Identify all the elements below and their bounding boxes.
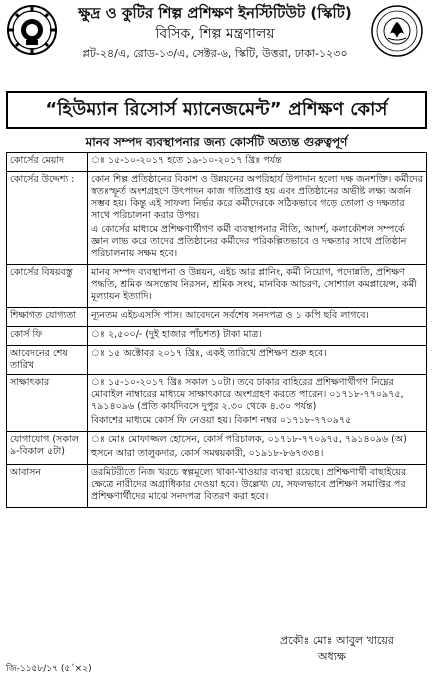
course-info-table [6,152,427,508]
row-value [88,327,427,346]
row-value-line: ন্যূনতম এইচএসসি পাস। আবেদনে সর্বশেষ সনদপত্র ও ১ কপি ছবি লাগবে। [91,310,369,321]
table-row [7,465,427,508]
row-value [88,346,427,375]
row-value-line: এ কোর্সের মাধ্যমে প্রশিক্ষণার্থীগণ কর্মী ব্যবস্থাপনার নীতি, আদর্শ, কলাকৌশল সম্পর্কে জ্ঞান লাভ করে তাদের প্রতিষ্ঠানের কর্মীদের পরিকল্পিতভাবে ও দক্ষতার সাথে প্রতিষ্ঠান পরিচালনায় সক্ষম হবে। [91,224,407,259]
row-label: কোর্সের উদ্দেশ্য : [7,172,88,265]
row-label: আবেদনের শেষ তারিখ [7,346,88,375]
signatory-name: প্রকৌঃ মোঃ আবুল খায়ের [280,634,394,647]
row-value-line: ঃ ১৫-১০-২০১৭ খ্রিঃ সকাল ১০টা। তবে ঢাকার বাহিরের প্রশিক্ষণার্থীগণ নিম্নের মোবাইল নাম্বারের মাধ্যমে সাক্ষাৎকারে অংশগ্রহণ করতে পারেন। ০১৭১৮-৭৭০৯৭৫, ৭৯১৪০৯৬ (প্রতি কার্যদিবসে দুপুর ২.৩০ থেকে ৪.৩০ পর্যন্ত) [91,377,404,412]
row-value-line: ডরমিটরীতে নিজ খরচে স্বল্পমূল্যে থাকা-খাওয়ার ব্যবস্থা রয়েছে। প্রশিক্ষণার্থী বাছাইয়ের ক্ষেত্রে নারীদের অগ্রাধিকার দেওয়া হবে। উল্লেখ্য যে, সফলভাবে প্রশিক্ষণ সমাপ্তির পর প্রশিক্ষণার্থীদের মাঝে সনদপত্র বিতরণ করা হবে। [91,467,407,502]
row-value [88,265,427,308]
row-value-line: বিকাশের মাধ্যমে কোর্স ফি নেওয়া হয়। বিকাশ নম্বর ০১৭১৮-৭৭০৯৭৫ [91,415,352,426]
row-value [88,308,427,327]
row-value [88,153,427,172]
row-label: কোর্সের বিষয়বস্তু [7,265,88,308]
table-row [7,172,427,265]
row-label: শিক্ষাগত যোগ্যতা [7,308,88,327]
row-value [88,172,427,265]
row-label: আবাসন [7,465,88,508]
row-value-line: ঃ মোঃ মোফাজ্জল হোসেন, কোর্স পরিচালক, ০১৭১৮-৭৭০৯৭৫, ৭৯১৪০৯৬ (অ) [91,434,407,445]
table-row [7,327,427,346]
row-value-line: ঃ ২,৫০০/- (দুই হাজার পাঁচশত) টাকা মাত্র। [91,329,262,340]
table-row [7,308,427,327]
table-row [7,346,427,375]
row-value-line: ঃ ১৫-১০-২০১৭ হতে ১৯-১০-২০১৭ খ্রিঃ পর্যন্ত [91,155,282,166]
organization-title: ক্ষুদ্র ও কুটির শিল্প প্রশিক্ষণ ইনস্টিটিউট (স্কিটি) [78,4,352,22]
signatory-title: অধ্যক্ষ [318,650,346,663]
row-value [88,465,427,508]
row-label: কোর্স ফি [7,327,88,346]
row-label: যোগাযোগ (সকাল ৯-বিকাল ৫টা) [7,432,88,465]
row-value [88,375,427,432]
table-row [7,375,427,432]
row-value-line: ঃ ১৫ অক্টোবর ২০১৭ খ্রিঃ, একই তারিখে প্রশিক্ষণ শুরু হবে। [91,348,327,359]
table-row [7,265,427,308]
organization-address: প্লট-২৪/এ, রোড-১৩/এ, সেক্টর-৬, স্কিটি, উত্তরা, ঢাকা-১২৩০ [82,47,348,60]
table-row [7,153,427,172]
course-subtitle: মানব সম্পদ ব্যবস্থাপনার জন্য কোর্সটি অত্যন্ত গুরুত্বপূর্ণ [85,135,348,149]
row-value-line: হুসনে আরা তালুকদার, কোর্স সমন্বয়কারী, ০১৯১৮-৮৬৭৩৩৪। [91,448,324,459]
row-label: সাক্ষাৎকার [7,375,88,432]
table-row [7,432,427,465]
row-value [88,432,427,465]
reference-number: জি-১১৫৮/১৭ (৫´×২) [6,664,92,674]
bangladesh-govt-seal-icon [370,4,424,58]
bscic-gear-logo-icon [6,4,58,56]
row-value-line: কোন শিল্প প্রতিষ্ঠানের বিকাশ ও উন্নয়নের অপরিহার্য উপাদান হলো দক্ষ জনশক্তি। কর্মীদের স্বতঃস্ফূর্ত অংশগ্রহণে উৎপাদন কাজ গতিপ্রাপ্ত হয় এবং প্রতিষ্ঠানের অভীষ্ট লক্ষ্য অর্জন সম্ভব হয়। কিন্তু এই সাফল্য নির্ভর করে কর্মীদেরকে সঠিকভাবে গড়ে তোলা ও দক্ষতার সাথে পরিচালনা করার উপর। [91,174,424,221]
row-label: কোর্সের মেয়াদ [7,153,88,172]
course-title-banner: “হিউম্যান রিসোর্স ম্যানেজমেন্ট” প্রশিক্ষণ কোর্স [6,91,427,129]
row-value-line: মানব সম্পদ ব্যবস্থাপনা ও উন্নয়ন, এইচ আর প্লানিং, কর্মী নিয়োগ, পদোন্নতি, প্রশিক্ষণ পদ্ধতি, শ্রমিক অসন্তোষ নিরসন, শ্রমিক সংঘ, মানবিক আচরণ, সোশ্যাল কমপ্লায়েন্স, কর্মী মূল্যায়ন ইত্যাদি। [91,267,417,302]
organization-ministry: বিসিক, শিল্প মন্ত্রণালয় [155,26,275,42]
